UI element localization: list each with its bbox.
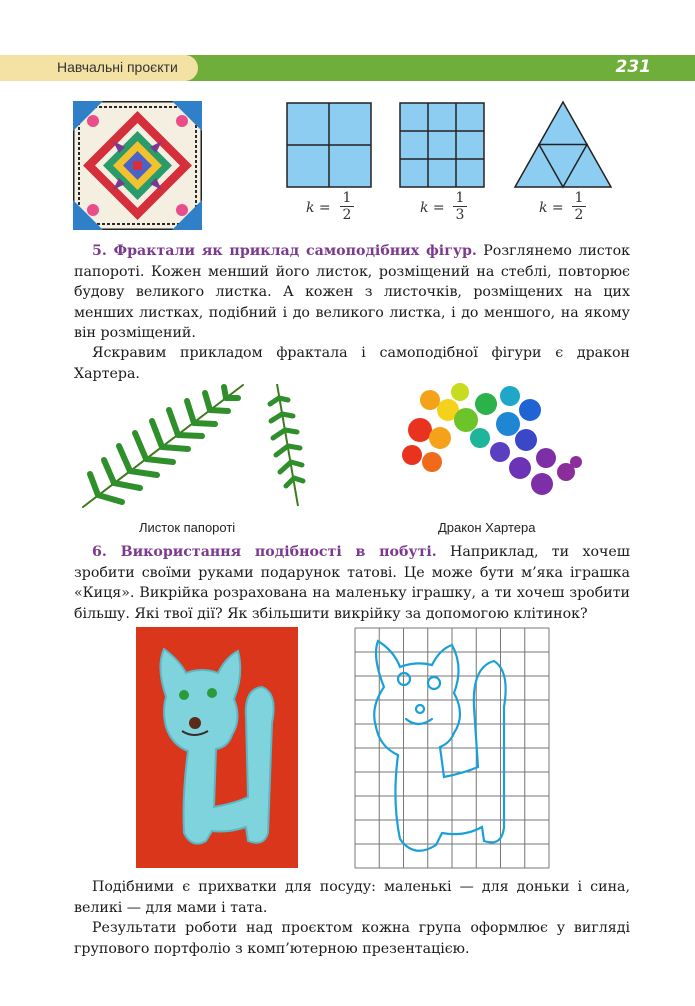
scale-fraction-3: $\frac{1}{2}$ [572, 190, 586, 224]
page-number: 231 [615, 57, 651, 77]
scale-fraction-1: $\frac{1}{2}$ [340, 190, 354, 224]
closing-text-1: Подібними є прихватки для посуду: маленькі — для доньки і сина, великі — для мами і тата. [74, 879, 630, 916]
square-2x2-figure [286, 102, 372, 188]
section6-heading: 6. Використання подібності в побуті. [92, 544, 437, 560]
section6-text: Наприклад, ти хочеш зробити своїми руками подарунок татові. Це може бути м’яка іграшка «Киця». Викрійка розрахована на маленьку іграшку, а ти хочеш зробити більшу. Які твої дії? Як збільшити викрійку за допомогою клітинок? [74, 544, 630, 622]
embroidery-pattern-image [73, 101, 202, 230]
scale-fraction-2: $\frac{1}{3}$ [453, 190, 467, 224]
section5-heading: 5. Фрактали як приклад самоподібних фігур. [92, 243, 477, 259]
fern-caption: Листок папороті [139, 520, 236, 535]
header-title: Навчальні проєкти [57, 59, 178, 75]
fern-large-image [78, 382, 248, 512]
closing-paragraph-1 [74, 877, 630, 918]
section6-paragraph [74, 542, 630, 624]
section5-text: Розглянемо листок папороті. Кожен менший його листок, розміщений на стеблі, повторює будову великого листка. А кожен з листочків, розміщених на цих менших листках, подібний і до великого листка, і до меншого, на якому він розміщений. [74, 243, 631, 341]
scale-label-1: k = [306, 200, 331, 216]
fern-small-image [262, 380, 312, 510]
cat-toy-photo [136, 627, 298, 868]
section5-text2: Яскравим прикладом фрактала і самоподібної фігури є дракон Хартера. [74, 345, 630, 382]
scale-label-3: k = [539, 200, 564, 216]
closing-text-2: Результати роботи над проєктом кожна група оформлює у вигляді групового портфоліо з комп’ютерною презентацією. [74, 920, 630, 957]
cat-pattern-grid [354, 627, 550, 869]
section5-paragraph-2 [74, 343, 630, 384]
closing-paragraph-2 [74, 918, 630, 959]
dragon-caption: Дракон Хартера [438, 520, 536, 535]
dragon-curve-image [400, 380, 590, 500]
triangle-figure [513, 100, 613, 190]
scale-label-2: k = [420, 200, 445, 216]
square-3x3-figure [399, 102, 485, 188]
section5-paragraph [74, 241, 630, 344]
